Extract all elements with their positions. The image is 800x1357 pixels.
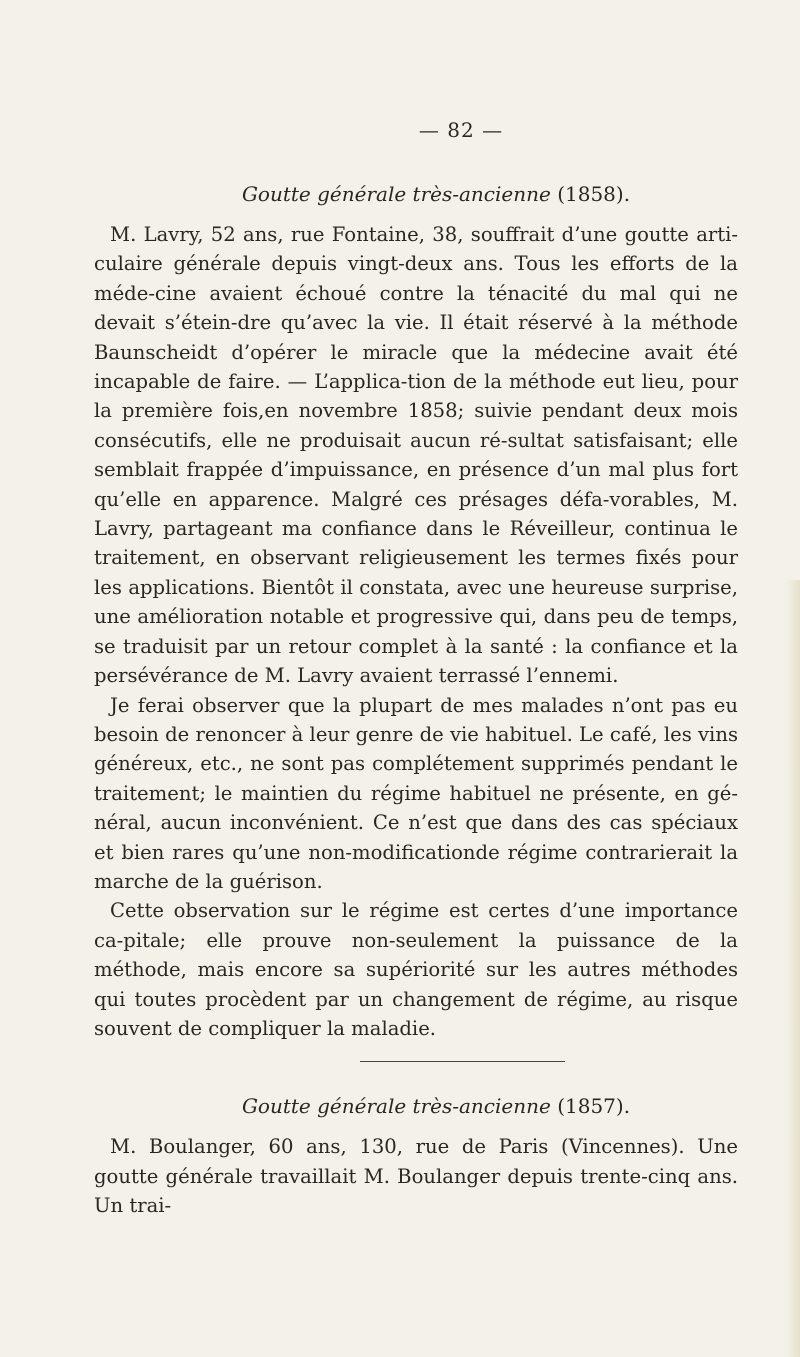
- section-title-2-text: Goutte générale très-ancienne: [241, 1094, 551, 1119]
- section-title-1-text: Goutte générale très-ancienne: [241, 182, 551, 206]
- page-number: — 82 —: [418, 118, 504, 142]
- paragraph: M. Boulanger, 60 ans, 130, rue de Paris (Vincennes). Une goutte générale travaillait M. Boulanger depuis trente-cinq ans. Un trai-: [94, 1135, 738, 1218]
- paragraph: M. Lavry, 52 ans, rue Fontaine, 38, souffrait d’une goutte arti-culaire générale depuis vingt-deux ans. Tous les efforts de la méde-cine avaient échoué contre la ténacité du mal qui ne devait s’étein-dre qu’avec la vie. Il était réservé à la méthode Baunscheidt d’opérer le miracle que la médecine avait été incapable de faire. — L’applica-tion de la méthode eut lieu, pour la première fois,en novembre 1858; suivie pendant deux mois consécutifs, elle ne produisait aucun ré-sultat satisfaisant; elle semblait frappée d’impuissance, en présence d’un mal plus fort qu’elle en apparence. Malgré ces présages défa-vorables, M. Lavry, partageant ma confiance dans le Réveilleur, continua le traitement, en observant religieusement les termes fixés pour les applications. Bientôt il constata, avec une heureuse surprise, une amélioration notable et progressive qui, dans peu de temps, se traduisit par un retour complet à la santé : la confiance et la persévérance de M. Lavry avaient terrassé l’ennemi.: [94, 223, 738, 688]
- section-divider: [360, 1061, 565, 1062]
- paragraph: Cette observation sur le régime est certes d’une importance ca-pitale; elle prouve non-seulement la puissance de la méthode, mais encore sa supériorité sur les autres méthodes qui toutes procèdent par un changement de régime, au risque souvent de compliquer la maladie.: [94, 899, 738, 1040]
- section-title-1-year: (1858).: [557, 182, 631, 206]
- section-title-2: [94, 1094, 738, 1118]
- section-title-2-year: (1857).: [557, 1094, 631, 1119]
- paragraph: Je ferai observer que la plupart de mes malades n’ont pas eu besoin de renoncer à leur genre de vie habituel. Le café, les vins généreux, etc., ne sont pas complétement supprimés pendant le traitement; le maintien du régime habituel ne présente, en gé-néral, aucun inconvénient. Ce n’est que dans des cas spéciaux et bien rares qu’une non-modificationde régime contrarierait la marche de la guérison.: [94, 693, 738, 893]
- section-title-1: [94, 182, 738, 206]
- page-edge-shading: [786, 580, 800, 1357]
